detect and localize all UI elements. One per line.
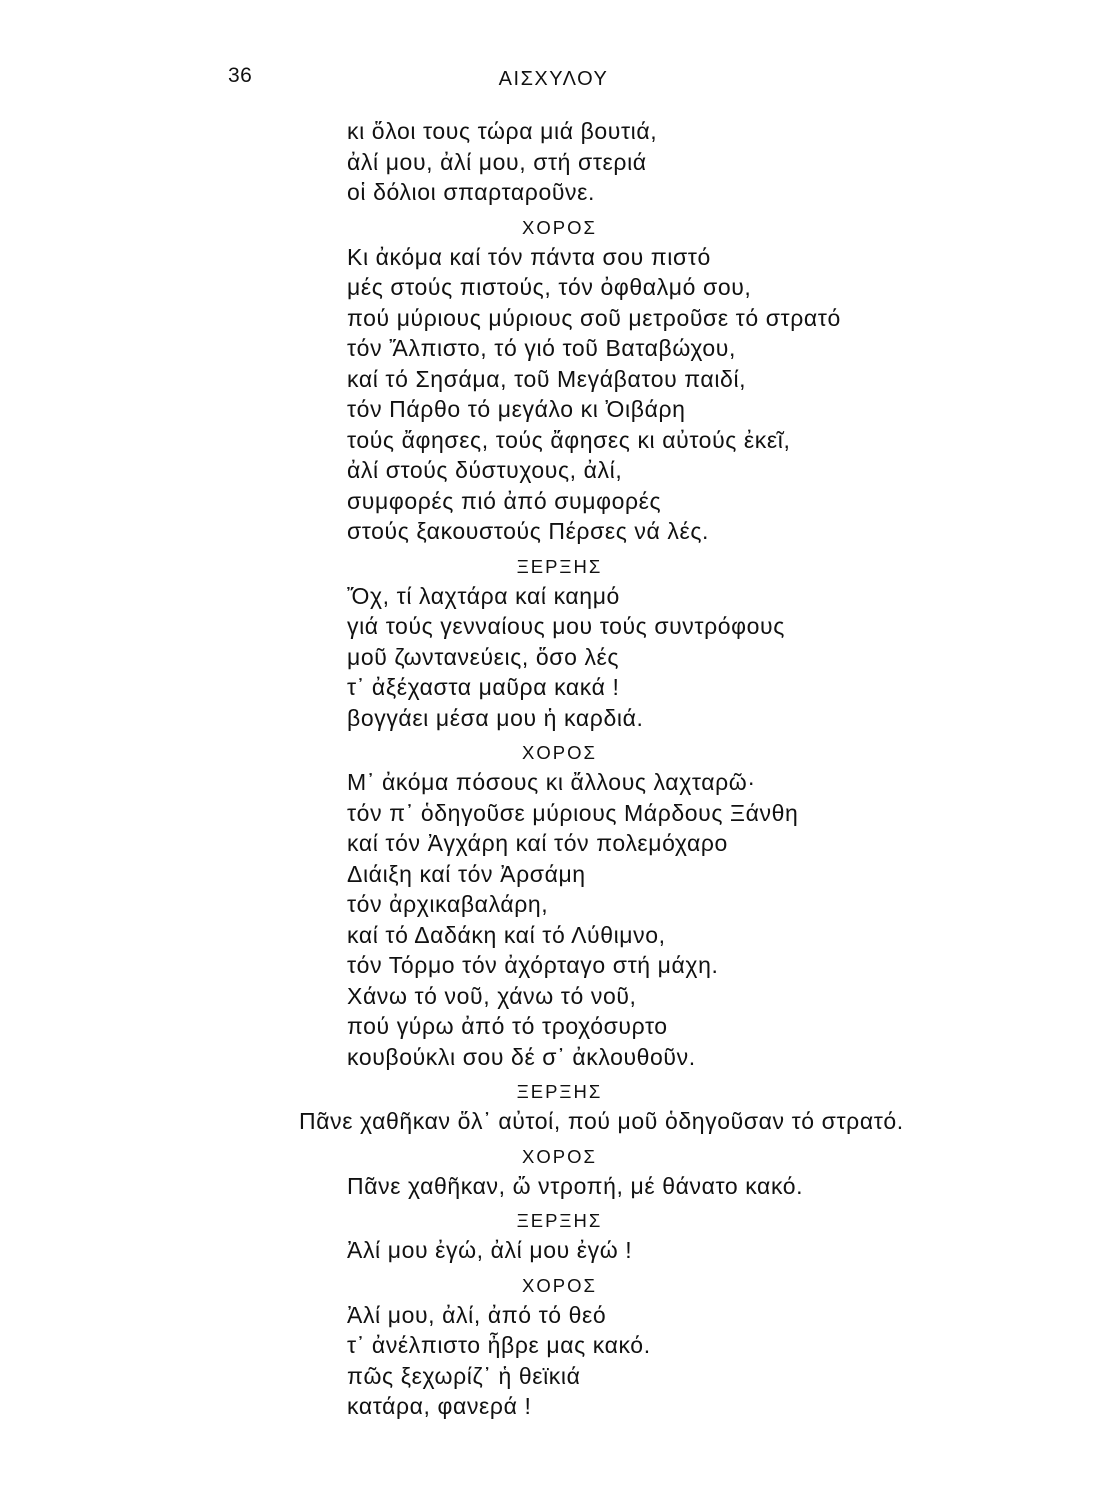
stanza — [0, 1235, 1107, 1266]
stanza — [0, 1171, 1107, 1202]
verse-line: συμφορές πιό ἀπό συμφορές — [347, 487, 662, 514]
verse-line: τ᾽ ἀξέχαστα μαῦρα κακά ! — [347, 674, 620, 700]
verse-line: τόν ἀρχικαβαλάρη, — [347, 891, 549, 917]
speaker-heading-chorus: ΧΟΡΟΣ — [522, 216, 597, 238]
verse-line: κι ὅλοι τους τώρα μιά βουτιά, — [347, 118, 658, 144]
verse-line: Ὄχ, τί λαχτάρα καί καημό — [347, 582, 620, 609]
verse-line: τ᾽ ἀνέλπιστο ἦβρε μας κακό. — [347, 1332, 651, 1358]
speaker-heading-xerxes: ΞΕΡΞΗΣ — [516, 555, 603, 577]
verse-line: τόν π᾽ ὁδηγοῦσε μύριους Μάρδους Ξάνθη — [347, 799, 799, 826]
verse-line: Διάιξη καί τόν Ἀρσάμη — [347, 860, 586, 887]
stanza — [0, 1300, 1107, 1422]
stanza — [0, 242, 1107, 547]
speaker-heading-chorus: ΧΟΡΟΣ — [522, 1274, 597, 1296]
verse-line: βογγάει μέσα μου ἡ καρδιά. — [347, 704, 644, 731]
verse-line: μές στούς πιστούς, τόν ὀφθαλμό σου, — [347, 274, 752, 300]
verse-line: ἀλί στούς δύστυχους, ἀλί, — [347, 457, 623, 483]
verse-line: καί τό Δαδάκη καί τό Λύθιμνο, — [347, 921, 666, 948]
verse-line: πῶς ξεχωρίζ᾽ ἡ θεϊκιά — [347, 1362, 581, 1389]
verse-line: κουβούκλι σου δέ σ᾽ ἀκλουθοῦν. — [347, 1043, 696, 1070]
verse-line: οἱ δόλιοι σπαρταροῦνε. — [347, 179, 595, 205]
verse-line: γιά τούς γενναίους μου τούς συντρόφους — [347, 613, 785, 639]
verse-line: πού γύρω ἀπό τό τροχόσυρτο — [347, 1013, 668, 1039]
stanza — [0, 581, 1107, 734]
verse-line: τόν Ἄλπιστο, τό γιό τοῦ Βαταβώχου, — [347, 335, 736, 361]
stanza — [0, 1106, 1107, 1137]
verse-line: καί τόν Ἀγχάρη καί τόν πολεμόχαρο — [347, 830, 728, 856]
verse-line: τόν Τόρμο τόν ἀχόρταγο στή μάχη. — [347, 952, 719, 978]
verse-line: ἀλί μου, ἀλί μου, στή στεριά — [347, 148, 647, 175]
running-head: ΑΙΣΧΥΛΟΥ — [498, 68, 609, 90]
verse-line: κατάρα, φανερά ! — [347, 1393, 532, 1419]
verse-text — [0, 116, 1107, 1422]
verse-line: μοῦ ζωντανεύεις, ὅσο λές — [347, 643, 620, 670]
stanza — [0, 116, 1107, 208]
verse-line: πού μύριους μύριους σοῦ μετροῦσε τό στρατό — [347, 304, 841, 331]
verse-line: Ἀλί μου, ἀλί, ἀπό τό θεό — [347, 1301, 607, 1328]
verse-line: καί τό Σησάμα, τοῦ Μεγάβατου παιδί, — [347, 365, 747, 392]
speaker-heading-chorus: ΧΟΡΟΣ — [522, 1145, 597, 1167]
verse-line: τούς ἄφησες, τούς ἄφησες κι αὐτούς ἐκεῖ, — [347, 426, 791, 453]
speaker-heading-xerxes: ΞΕΡΞΗΣ — [516, 1210, 603, 1231]
verse-line: στούς ξακουστούς Πέρσες νά λές. — [347, 518, 710, 544]
verse-line: τόν Πάρθο τό μεγάλο κι Ὀιβάρη — [347, 396, 686, 422]
verse-line: Κι ἀκόμα καί τόν πάντα σου πιστό — [347, 243, 711, 270]
stanza — [0, 767, 1107, 1072]
speaker-heading-xerxes: ΞΕΡΞΗΣ — [516, 1081, 603, 1102]
verse-line: Χάνω τό νοῦ, χάνω τό νοῦ, — [347, 982, 637, 1009]
page-number: 36 — [228, 64, 253, 87]
speaker-heading-chorus: ΧΟΡΟΣ — [522, 742, 597, 763]
verse-line: Πᾶνε χαθῆκαν, ὤ ντροπή, μέ θάνατο κακό. — [347, 1172, 804, 1199]
verse-line: Ἀλί μου ἐγώ, ἀλί μου ἐγώ ! — [347, 1237, 633, 1263]
verse-line: Μ᾽ ἀκόμα πόσους κι ἄλλους λαχταρῶ· — [347, 769, 756, 795]
verse-line: Πᾶνε χαθῆκαν ὅλ᾽ αὐτοί, πού μοῦ ὁδηγοῦσαν τό στρατό. — [299, 1108, 904, 1134]
